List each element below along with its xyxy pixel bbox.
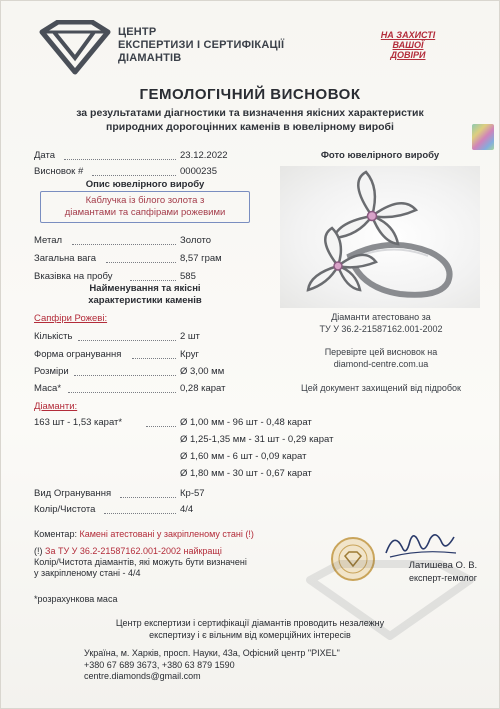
date-label: Дата bbox=[34, 150, 56, 161]
verify-website-link[interactable]: diamond-centre.com.ua bbox=[333, 358, 429, 369]
verify-line1: Перевірте цей висновок на bbox=[324, 347, 438, 357]
dotted-leader bbox=[78, 332, 176, 341]
assay-value: 585 bbox=[180, 271, 196, 282]
date-value: 23.12.2022 bbox=[180, 150, 228, 161]
signature-image bbox=[380, 527, 460, 561]
dotted-leader bbox=[68, 384, 176, 393]
diamond-line: Ø 1,60 мм - 6 шт - 0,09 карат bbox=[180, 451, 307, 462]
description-line1: Каблучка із білого золота з bbox=[85, 195, 205, 206]
contact-phones: +380 67 689 3673, +380 63 879 1590 bbox=[84, 659, 235, 670]
estimate-footnote: *розрахункова маса bbox=[34, 594, 118, 604]
diamonds-heading: Діаманти: bbox=[34, 401, 78, 412]
contacts bbox=[84, 648, 404, 683]
slogan-line1: НА ЗАХИСТІ bbox=[380, 30, 436, 40]
photo-label: Фото ювелірного виробу bbox=[320, 150, 440, 161]
dotted-leader bbox=[106, 254, 176, 263]
protected-note: Цей документ захищений від підробок bbox=[301, 383, 461, 393]
document-subtitle bbox=[30, 106, 470, 134]
sapphires-heading: Сапфіри Рожеві: bbox=[34, 313, 108, 324]
dotted-leader bbox=[132, 350, 176, 359]
note-line2: Колір/Чистота діамантів, які можуть бути визначені bbox=[34, 557, 247, 567]
note-line1: За ТУ У 36.2-21587162.001-2002 найкращі bbox=[45, 546, 222, 556]
stones-heading-line2: характеристики каменів bbox=[88, 295, 202, 306]
assay-label: Вказівка на пробу bbox=[34, 271, 113, 282]
diamond-color-value: 4/4 bbox=[180, 504, 194, 515]
ring-image bbox=[280, 166, 480, 308]
comment-label: Коментар: bbox=[34, 529, 77, 539]
dotted-leader bbox=[64, 151, 176, 160]
diamonds-total-label: 163 шт - 1,53 карат* bbox=[34, 417, 123, 428]
stones-heading-line1: Найменування та якісні bbox=[89, 283, 201, 294]
contact-address: Україна, м. Харків, просп. Науки, 43а, Офісний центр "PIXEL" bbox=[84, 648, 340, 658]
subtitle-line1: за результатами діагностики та визначення якісних характеристик bbox=[76, 107, 424, 119]
contact-email[interactable]: centre.diamonds@gmail.com bbox=[84, 671, 201, 681]
description-heading: Опис ювелірного виробу bbox=[85, 179, 205, 190]
dotted-leader bbox=[146, 418, 176, 427]
diamond-logo-icon bbox=[34, 20, 114, 76]
diamond-cut-value: Кр-57 bbox=[180, 488, 205, 499]
disclaimer-line2: експертизу і є вільним від комерційних інтересів bbox=[149, 629, 351, 640]
signer-name: Латишева О. В. bbox=[408, 560, 478, 571]
weight-value: 8,57 грам bbox=[180, 253, 222, 264]
diamond-cut-label: Вид Огранування bbox=[34, 488, 112, 499]
dotted-leader bbox=[72, 236, 176, 245]
number-value: 0000235 bbox=[180, 166, 217, 177]
description-line2: діамантами та сапфірами рожевими bbox=[64, 207, 226, 218]
note-line3: у закріпленому стані - 4/4 bbox=[34, 568, 141, 578]
dotted-leader bbox=[74, 367, 176, 376]
slogan bbox=[366, 30, 450, 60]
diamond-color-label: Колір/Чистота bbox=[34, 504, 96, 515]
disclaimer-line1: Центр експертизи і сертифікації діамантів проводить незалежну bbox=[115, 618, 385, 628]
slogan-line3: ДОВІРИ bbox=[390, 50, 426, 60]
dotted-leader bbox=[92, 167, 176, 176]
sapphire-qty-label: Кількість bbox=[34, 331, 73, 342]
comment-text: Камені атестовані у закріпленому стані (!) bbox=[79, 529, 254, 539]
ring-photo bbox=[280, 166, 480, 308]
document-title: ГЕМОЛОГІЧНИЙ ВИСНОВОК bbox=[139, 86, 361, 103]
dotted-leader bbox=[120, 489, 176, 498]
metal-label: Метал bbox=[34, 235, 63, 246]
description-box bbox=[40, 191, 250, 223]
diamond-line: Ø 1,80 мм - 30 шт - 0,67 карат bbox=[180, 468, 312, 479]
certified-note bbox=[276, 312, 486, 335]
stones-heading bbox=[40, 283, 250, 307]
organization-name bbox=[118, 26, 338, 65]
dotted-leader bbox=[104, 505, 176, 514]
certified-line2: ТУ У 36.2-21587162.001-2002 bbox=[319, 323, 443, 334]
diamond-line: Ø 1,00 мм - 96 шт - 0,48 карат bbox=[180, 417, 312, 428]
assessment-note bbox=[34, 546, 284, 579]
sapphire-qty-value: 2 шт bbox=[180, 331, 200, 342]
sapphire-size-value: Ø 3,00 мм bbox=[180, 366, 225, 377]
slogan-line2: ВАШОЇ bbox=[392, 40, 424, 50]
verify-note bbox=[276, 347, 486, 370]
sapphire-mass-label: Маса* bbox=[34, 383, 62, 394]
signer-role: експерт-гемолог bbox=[408, 573, 478, 583]
org-name-line1: ЦЕНТР bbox=[118, 26, 157, 38]
number-label: Висновок # bbox=[34, 166, 84, 177]
diamond-line: Ø 1,25-1,35 мм - 31 шт - 0,29 карат bbox=[180, 434, 334, 445]
certified-line1: Діаманти атестовано за bbox=[331, 312, 431, 322]
metal-value: Золото bbox=[180, 235, 212, 246]
comment bbox=[34, 529, 254, 540]
dotted-leader bbox=[130, 272, 176, 281]
sapphire-cut-value: Круг bbox=[180, 349, 199, 360]
org-name-line2: ЕКСПЕРТИЗИ І СЕРТИФІКАЦІЇ bbox=[118, 39, 285, 51]
disclaimer bbox=[80, 618, 420, 641]
hologram-sticker bbox=[472, 124, 494, 150]
subtitle-line2: природних дорогоцінних каменів в ювелірному виробі bbox=[106, 121, 394, 133]
sapphire-mass-value: 0,28 карат bbox=[180, 383, 226, 394]
org-name-line3: ДІАМАНТІВ bbox=[118, 52, 182, 64]
sapphire-size-label: Розміри bbox=[34, 366, 69, 377]
note-marker: (!) bbox=[34, 546, 43, 556]
weight-label: Загальна вага bbox=[34, 253, 96, 264]
sapphire-cut-label: Форма огранування bbox=[34, 349, 122, 360]
